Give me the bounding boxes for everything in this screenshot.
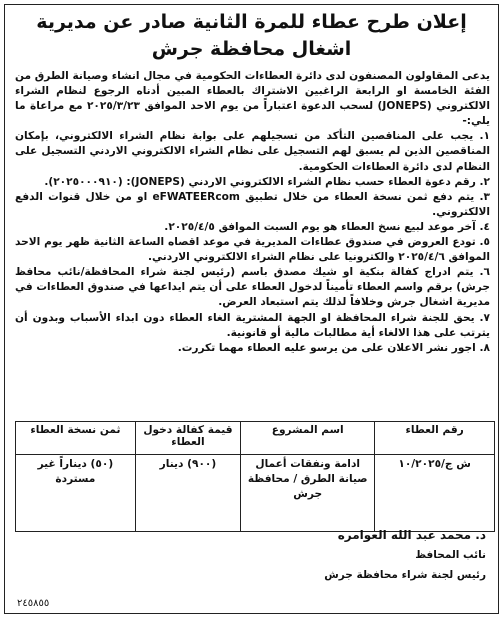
table-row <box>16 455 495 532</box>
signatory-name: د. محمد عبد الله العوامره <box>337 528 486 542</box>
header-copy-price: ثمن نسخة العطاء <box>16 422 136 455</box>
reference-number: ٢٤٥٨٥٥ <box>17 598 50 609</box>
condition-item-1: ١. يجب على المناقصين التأكد من تسجيلهم على بوابة نظام الشراء الالكتروني، بإمكان المناقصين الذين لم يسبق لهم التسجيل على نظام الشراء الالكتروني الاردني التسجيل على النظام لدى دائرة العطاءات الحكومية. <box>15 130 490 173</box>
signatory-role: نائب المحافظ <box>415 549 486 561</box>
condition-item-5: ٥. تودع العروض في صندوق عطاءات المديرية في موعد اقصاه الساعة الثانية ظهر يوم الاحد الموافق ٢٠٢٥/٤/٦ والكترونيا على نظام الشراء الالكتروني الاردني. <box>15 236 490 264</box>
condition-item-3: ٣. يتم دفع ثمن نسخة العطاء من خلال تطبيق eFWATEERcom او من خلال قنوات الدفع الالكتروني. <box>15 190 490 218</box>
condition-item-6: ٦. يتم ادراج كفالة بنكية او شيك مصدق باسم (رئيس لجنة شراء المحافظة/نائب محافظ جرش) برقم واسم العطاء تأميناً لدخول العطاء على أن يتم ايداعها في صندوق العطاءات في مديرية اشغال جرش وخلافاً لذلك يتم استبعاد العرض. <box>15 266 490 309</box>
condition-item-7: ٧. يحق للجنة شراء المحافظة او الجهة المشترية الغاء العطاء دون ابداء الأسباب وبدون أن يترتب على هذا الالغاء أية مطالبات مالية أو قانونية. <box>15 311 490 339</box>
announcement-body <box>15 69 490 356</box>
condition-item-8: ٨. اجور نشر الاعلان على من يرسو عليه العطاء مهما تكررت. <box>177 341 490 354</box>
cell-tender-number: ش ج/١٠/٢٠٢٥ <box>375 455 495 532</box>
header-project-name: اسم المشروع <box>241 422 375 455</box>
tender-table <box>15 421 495 532</box>
condition-item-2: ٢. رقم دعوة العطاء حسب نظام الشراء الالكتروني الاردني (JONEPS): (٢٠٢٥٠٠٠٩١٠). <box>44 175 490 188</box>
signatory-committee: رئيس لجنة شراء محافظة جرش <box>324 569 486 581</box>
tender-announcement <box>4 4 499 614</box>
cell-project-name: ادامة ونفقات أعمال صيانة الطرق / محافظة جرش <box>241 455 375 532</box>
intro-paragraph: يدعى المقاولون المصنفون لدى دائرة العطاءات الحكومية في مجال انشاء وصيانة الطرق من الفئة الخامسة او الرابعة الراغبين الاشتراك بالعطاء المبين أدناه الرجوع لنظام الشراء الالكتروني (JONEPS) لسحب الدعوة اعتباراً من يوم الاحد الموافق ٢٠٢٥/٣/٢٣ مع مراعاة ما يلي:- <box>15 70 490 128</box>
header-bid-bond: قيمة كفالة دخول العطاء <box>135 422 240 455</box>
cell-copy-price: (٥٠) ديناراً غير مستردة <box>16 455 136 532</box>
cell-bid-bond: (٩٠٠) دينار <box>135 455 240 532</box>
condition-item-4: ٤. آخر موعد لبيع نسخ العطاء هو يوم السبت الموافق ٢٠٢٥/٤/٥. <box>164 220 490 233</box>
announcement-title: إعلان طرح عطاء للمرة الثانية صادر عن مديرية اشغال محافظة جرش <box>36 11 467 60</box>
header-tender-number: رقم العطاء <box>375 422 495 455</box>
table-header-row <box>16 422 495 455</box>
signature-block <box>324 525 486 585</box>
